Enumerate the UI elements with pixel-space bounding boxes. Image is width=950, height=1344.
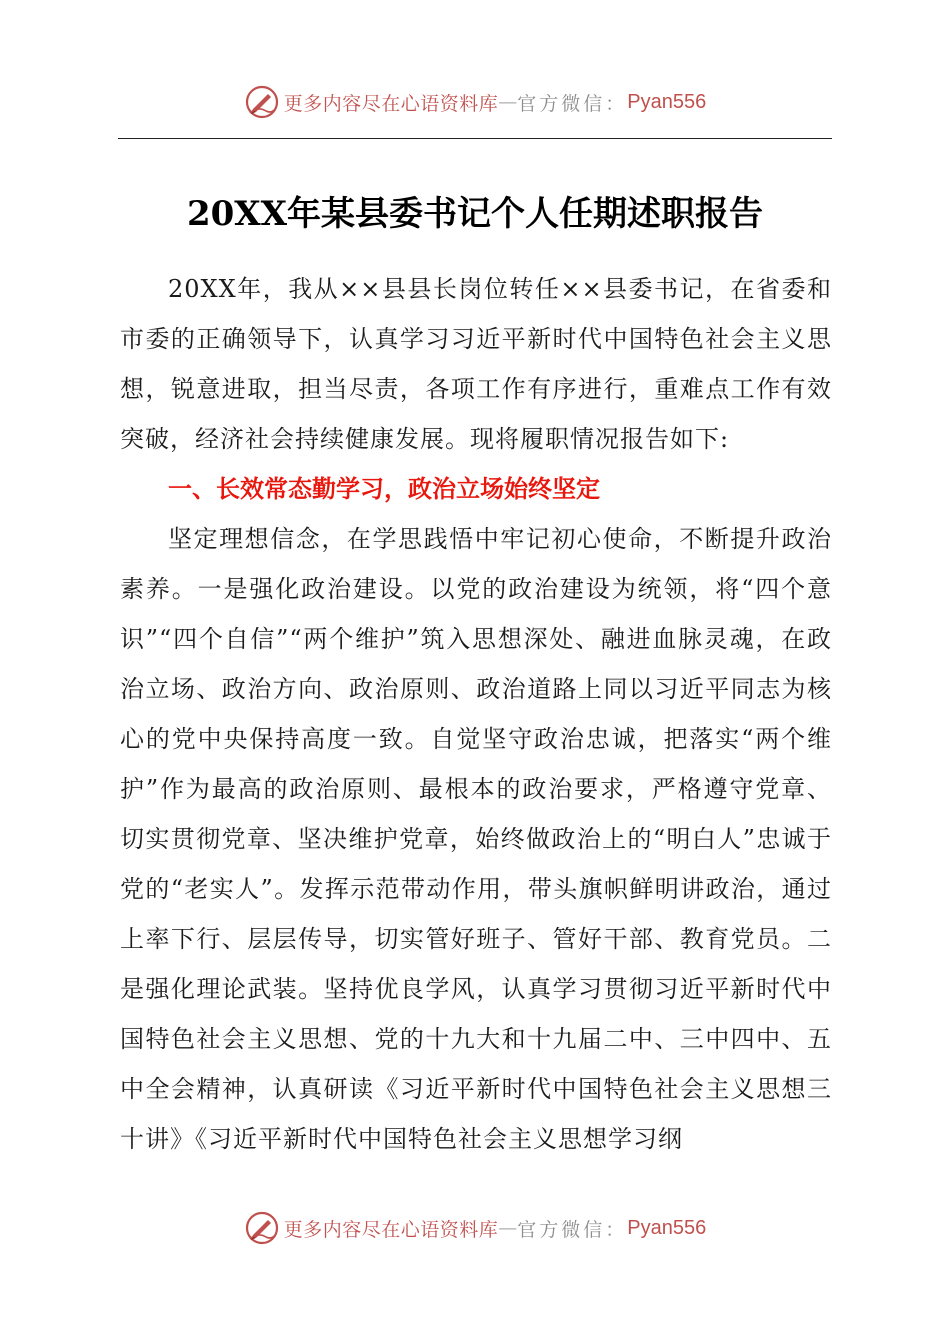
document-body: [120, 264, 832, 1164]
section-paragraph: 坚定理想信念，在学思践悟中牢记初心使命，不断提升政治素养。一是强化政治建设。以党的政治建设为统领，将“四个意识”“四个自信”“两个维护”筑入思想深处、融进血脉灵魂，在政治立场、政治方向、政治原则、政治道路上同以习近平同志为核心的党中央保持高度一致。自觉坚守政治忠诚，把落实“两个维护”作为最高的政治原则、最根本的政治要求，严格遵守党章、切实贯彻党章、坚决维护党章，始终做政治上的“明白人”忠诚于党的“老实人”。发挥示范带动作用，带头旗帜鲜明讲政治，通过上率下行、层层传导，切实管好班子、管好干部、教育党员。二是强化理论武装。坚持优良学风，认真学习贯彻习近平新时代中国特色社会主义思想、党的十九大和十九届二中、三中四中、五中全会精神，认真研读《习近平新时代中国特色社会主义思想三十讲》《习近平新时代中国特色社会主义思想学习纲: [120, 525, 832, 1153]
banner-separator: —: [498, 1217, 518, 1239]
banner-account-id: Pyan556: [627, 1216, 707, 1239]
pen-and-book-logo-icon: [244, 84, 280, 120]
footer-watermark-banner: [0, 1208, 950, 1248]
document-title: 20XX年某县委书记个人任期述职报告: [186, 194, 764, 234]
banner-separator: —: [498, 91, 518, 113]
banner-main-text: 更多内容尽在心语资料库: [283, 1218, 499, 1241]
header-watermark-banner: [0, 82, 950, 122]
section-heading: 一、长效常态勤学习，政治立场始终坚定: [168, 475, 600, 503]
banner-main-text: 更多内容尽在心语资料库: [283, 92, 499, 115]
header-divider: [118, 138, 832, 139]
intro-paragraph: 20XX年，我从××县县长岗位转任××县委书记，在省委和市委的正确领导下，认真学习习近平新时代中国特色社会主义思想，锐意进取，担当尽责，各项工作有序进行，重难点工作有效突破，经济社会持续健康发展。现将履职情况报告如下:: [120, 275, 832, 453]
banner-label-text: 官方微信：: [517, 92, 628, 115]
pen-and-book-logo-icon: [244, 1210, 280, 1246]
banner-account-id: Pyan556: [627, 90, 707, 113]
banner-label-text: 官方微信：: [517, 1218, 628, 1241]
